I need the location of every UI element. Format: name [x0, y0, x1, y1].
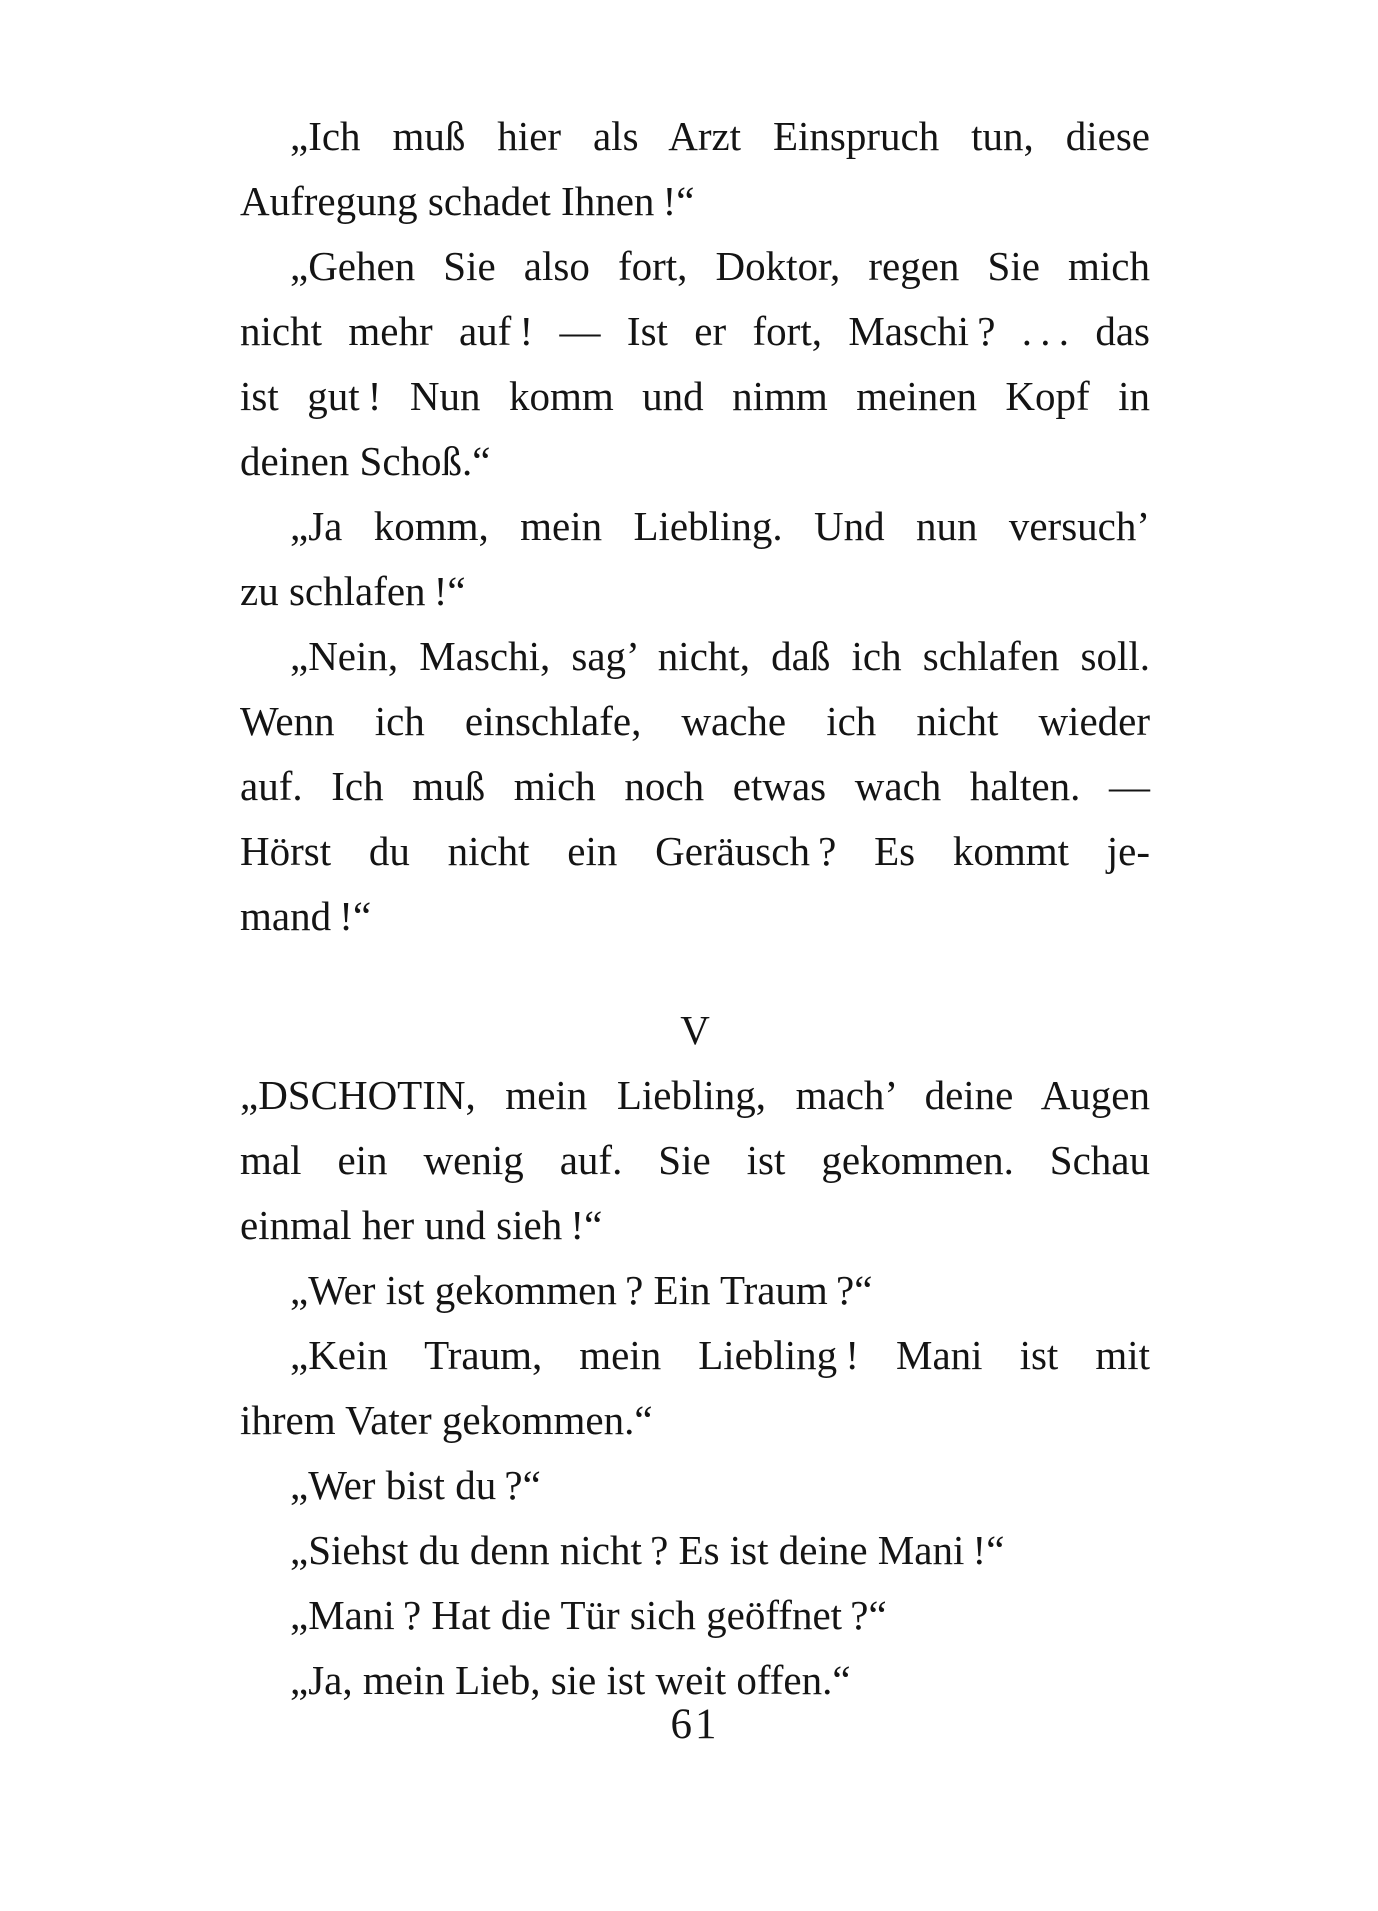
text-line: „Wer ist gekommen ? Ein Traum ?“: [290, 1267, 873, 1313]
text-line: „Gehen Sie also fort, Doktor, regen Sie mich: [290, 243, 1150, 289]
text-line: „Ich muß hier als Arzt Einspruch tun, diese: [290, 113, 1150, 159]
text-line: Wenn ich einschlafe, wache ich nicht wieder: [240, 698, 1150, 744]
paragraph: [240, 1063, 1150, 1258]
text-line: „Ja, mein Lieb, sie ist weit offen.“: [290, 1657, 851, 1703]
paragraph: [240, 1583, 1150, 1648]
paragraph: [240, 494, 1150, 624]
paragraph: [240, 104, 1150, 234]
page-text-block: [240, 104, 1150, 1713]
text-line: „Mani ? Hat die Tür sich geöffnet ?“: [290, 1592, 887, 1638]
text-line: ihrem Vater gekommen.“: [240, 1397, 653, 1443]
text-line: „Ja komm, mein Liebling. Und nun versuch’: [290, 503, 1150, 549]
text-line: mal ein wenig auf. Sie ist gekommen. Schau: [240, 1137, 1150, 1183]
text-line: „Wer bist du ?“: [290, 1462, 541, 1508]
paragraph: [240, 624, 1150, 949]
paragraph: [240, 1323, 1150, 1453]
text-line: „Nein, Maschi, sag’ nicht, daß ich schlafen soll.: [290, 633, 1150, 679]
text-line: mand !“: [240, 893, 372, 939]
page-number: 61: [670, 1701, 720, 1748]
text-line: auf. Ich muß mich noch etwas wach halten. —: [240, 763, 1150, 809]
text-line: „Siehst du denn nicht ? Es ist deine Mani !“: [290, 1527, 1005, 1573]
text-line: nicht mehr auf ! — Ist er fort, Maschi ? . . . das: [240, 308, 1150, 354]
paragraph: [240, 1453, 1150, 1518]
paragraph: [240, 234, 1150, 494]
text-line: „DSCHOTIN, mein Liebling, mach’ deine Augen: [240, 1072, 1150, 1118]
paragraph: [240, 1258, 1150, 1323]
text-line: zu schlafen !“: [240, 568, 466, 614]
text-line: deinen Schoß.“: [240, 438, 491, 484]
text-line: einmal her und sieh !“: [240, 1202, 603, 1248]
paragraph: [240, 1518, 1150, 1583]
text-line: Aufregung schadet Ihnen !“: [240, 178, 695, 224]
text-line: ist gut ! Nun komm und nimm meinen Kopf in: [240, 373, 1150, 419]
section-heading: V: [680, 1007, 710, 1053]
text-line: Hörst du nicht ein Geräusch ? Es kommt je-: [240, 828, 1150, 874]
text-line: „Kein Traum, mein Liebling ! Mani ist mit: [290, 1332, 1150, 1378]
